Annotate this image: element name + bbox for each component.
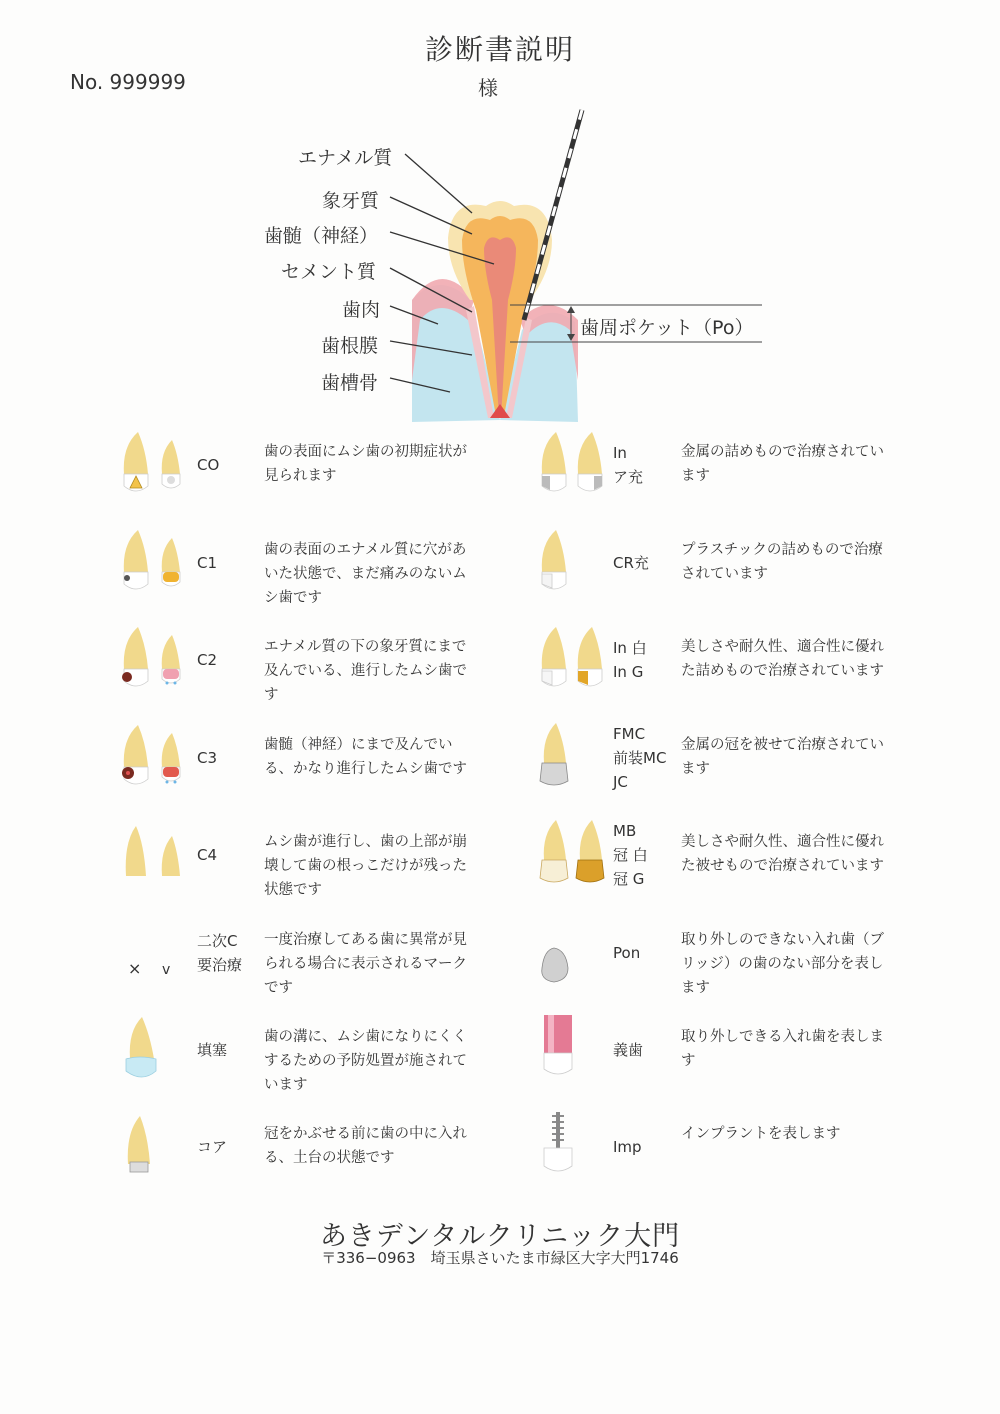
- clinic-name: あきデンタルクリニック大門: [319, 1221, 681, 1252]
- tooth-inlay-white-gold-icon: [538, 625, 608, 695]
- right_items-code: 義歯: [613, 1041, 644, 1059]
- tooth-crown-icon: [538, 723, 608, 793]
- label-pocket: 歯周ポケット（Po）: [580, 317, 754, 339]
- tooth-anatomy-diagram: [0, 0, 1000, 430]
- right_items-description: インプラントを表します: [681, 1126, 841, 1142]
- left_items-description: 歯の溝に、ムシ歯になりにくくするための予防処置が施されています: [264, 1029, 467, 1093]
- label-cementum: セメント質: [281, 261, 377, 283]
- left_items-code: 填塞: [197, 1041, 228, 1059]
- tooth-crown-white-gold-icon: [538, 820, 608, 890]
- mark-secondary-icon: [120, 918, 190, 988]
- label-dentin: 象牙質: [322, 190, 380, 212]
- svg-text:×: ×: [128, 959, 142, 978]
- right_items-description: 美しさや耐久性、適合性に優れた詰めもので治療されています: [681, 639, 884, 679]
- label-ligament: 歯根膜: [321, 335, 379, 357]
- tooth-pontic-icon: [538, 918, 608, 988]
- left_items-code: CO: [197, 456, 220, 474]
- tooth-cr-icon: [538, 528, 608, 598]
- left_items-description: エナメル質の下の象牙質にまで及んでいる、進行したムシ歯です: [264, 639, 467, 703]
- right_items-description: プラスチックの詰めもので治療されています: [681, 542, 883, 582]
- right_items-code: FMC 前装MC JC: [613, 725, 667, 791]
- right_items-description: 美しさや耐久性、適合性に優れた被せもので治療されています: [681, 834, 884, 874]
- label-gingiva: 歯肉: [342, 299, 381, 321]
- denture-icon: [538, 1015, 608, 1085]
- right_items-description: 取り外しできる入れ歯を表します: [681, 1029, 884, 1069]
- left_items-description: 一度治療してある歯に異常が見られる場合に表示されるマークです: [264, 932, 467, 996]
- document-number: No. 999999: [70, 70, 186, 94]
- left_items-code: C1: [197, 554, 218, 572]
- implant-icon: [538, 1112, 608, 1182]
- tooth-c2-icon: [120, 625, 190, 695]
- left_items-code: C4: [197, 846, 218, 864]
- left_items-description: 冠をかぶせる前に歯の中に入れる、土台の状態です: [264, 1126, 467, 1166]
- left_items-code: C3: [197, 749, 218, 767]
- tooth-inlay-icon: [538, 430, 608, 500]
- right_items-description: 金属の冠を被せて治療されています: [681, 737, 884, 777]
- tooth-core-icon: [120, 1112, 190, 1182]
- right_items-code: Pon: [613, 944, 641, 962]
- left_items-description: ムシ歯が進行し、歯の上部が崩壊して歯の根っこだけが残った状態です: [264, 834, 467, 898]
- right_items-description: 金属の詰めもので治療されています: [681, 444, 884, 484]
- label-pulp: 歯髄（神経）: [264, 225, 379, 247]
- tooth-c1-icon: [120, 528, 190, 598]
- tooth-c4-icon: [120, 820, 190, 890]
- label-enamel: エナメル質: [298, 147, 393, 169]
- tooth-sealant-icon: [120, 1015, 190, 1085]
- left_items-description: 歯髄（神経）にまで及んでいる、かなり進行したムシ歯です: [264, 737, 467, 777]
- left_items-description: 歯の表面のエナメル質に穴があいた状態で、まだ痛みのないムシ歯です: [264, 542, 467, 606]
- left_items-description: 歯の表面にムシ歯の初期症状が見られます: [264, 444, 467, 484]
- right_items-description: 取り外しのできない入れ歯（ブリッジ）の歯のない部分を表します: [681, 932, 884, 996]
- label-bone: 歯槽骨: [321, 372, 379, 394]
- right_items-code: In 白 In G: [613, 639, 647, 681]
- svg-text:v: v: [162, 962, 171, 978]
- honorific: 様: [478, 76, 498, 100]
- right_items-code: MB 冠 白 冠 G: [613, 822, 648, 888]
- right_items-code: In ア充: [613, 444, 644, 486]
- left_items-code: コア: [197, 1138, 228, 1156]
- clinic-address: 〒336−0963 埼玉県さいたま市緑区大字大門1746: [321, 1249, 679, 1267]
- right_items-code: CR充: [613, 554, 649, 572]
- left_items-code: C2: [197, 651, 218, 669]
- left_items-code: 二次C 要治療: [197, 932, 243, 974]
- tooth-c3-icon: [120, 723, 190, 793]
- right_items-code: Imp: [613, 1138, 642, 1156]
- tooth-co-icon: [120, 430, 190, 500]
- page-title: 診断書説明: [424, 33, 575, 66]
